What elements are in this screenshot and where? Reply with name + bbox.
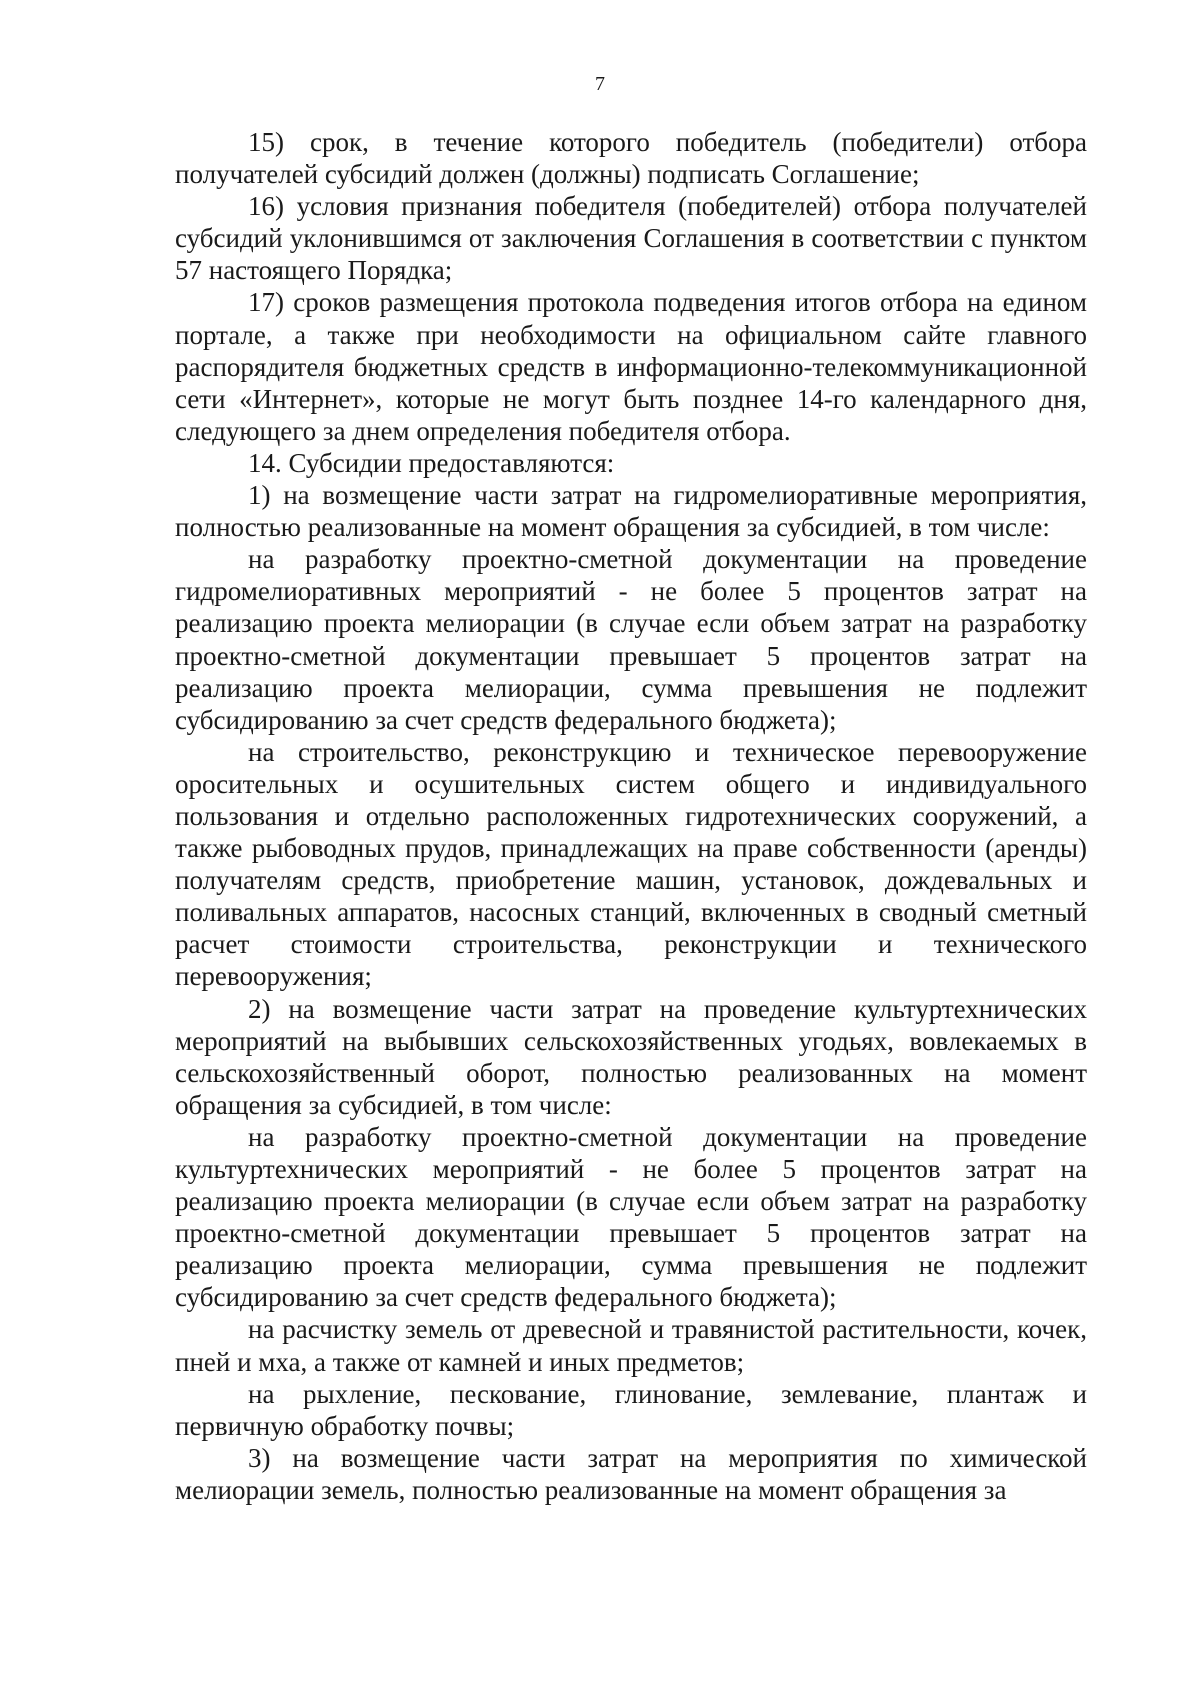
- paragraph-land-clearing: на расчистку земель от древесной и травянистой растительности, кочек, пней и мха, а также от камней и иных предметов;: [175, 1314, 1087, 1377]
- document-body: [175, 126, 1087, 1506]
- paragraph-design-docs-culture: на разработку проектно-сметной документации на проведение культуртехнических мероприятий - не более 5 процентов затрат на реализацию проекта мелиорации (в случае если объем затрат на разработку проектно-сметной документации превышает 5 процентов затрат на реализацию проекта мелиорации, сумма превышения не подлежит субсидированию за счет средств федерального бюджета);: [175, 1121, 1087, 1313]
- page-number: 7: [595, 73, 605, 95]
- paragraph-item-16: 16) условия признания победителя (победителей) отбора получателей субсидий уклонившимся от заключения Соглашения в соответствии с пунктом 57 настоящего Порядка;: [175, 191, 1087, 286]
- paragraph-construction: на строительство, реконструкцию и техническое перевооружение оросительных и осушительных систем общего и индивидуального пользования и отдельно расположенных гидротехнических сооружений, а также рыбоводных прудов, принадлежащих на праве собственности (аренды) получателям средств, приобретение машин, установок, дождевальных и поливальных аппаратов, насосных станций, включенных в сводный сметный расчет стоимости строительства, реконструкции и технического перевооружения;: [175, 736, 1087, 992]
- paragraph-subsidy-1: 1) на возмещение части затрат на гидромелиоративные мероприятия, полностью реализованные на момент обращения за субсидией, в том числе:: [175, 480, 1087, 543]
- paragraph-subsidy-2: 2) на возмещение части затрат на проведение культуртехнических мероприятий на выбывших сельскохозяйственных угодьях, вовлекаемых в сельскохозяйственный оборот, полностью реализованных на момент обращения за субсидией, в том числе:: [175, 993, 1087, 1120]
- paragraph-soil-treatment: на рыхление, пескование, глинование, землевание, плантаж и первичную обработку почвы;: [175, 1378, 1087, 1441]
- paragraph-design-docs-hydro: на разработку проектно-сметной документации на проведение гидромелиоративных мероприятий - не более 5 процентов затрат на реализацию проекта мелиорации (в случае если объем затрат на разработку проектно-сметной документации превышает 5 процентов затрат на реализацию проекта мелиорации, сумма превышения не подлежит субсидированию за счет средств федерального бюджета);: [175, 544, 1087, 735]
- paragraph-item-15: 15) срок, в течение которого победитель (победители) отбора получателей субсидий должен (должны) подписать Соглашение;: [175, 127, 1087, 190]
- paragraph-item-17: 17) сроков размещения протокола подведения итогов отбора на едином портале, а также при необходимости на официальном сайте главного распорядителя бюджетных средств в информационно-телекоммуникационной сети «Интернет», которые не могут быть позднее 14-го календарного дня, следующего за днем определения победителя отбора.: [175, 287, 1087, 446]
- paragraph-subsidy-3: 3) на возмещение части затрат на мероприятия по химической мелиорации земель, полностью реализованные на момент обращения за: [175, 1442, 1087, 1505]
- paragraph-clause-14: 14. Субсидии предоставляются:: [248, 447, 615, 478]
